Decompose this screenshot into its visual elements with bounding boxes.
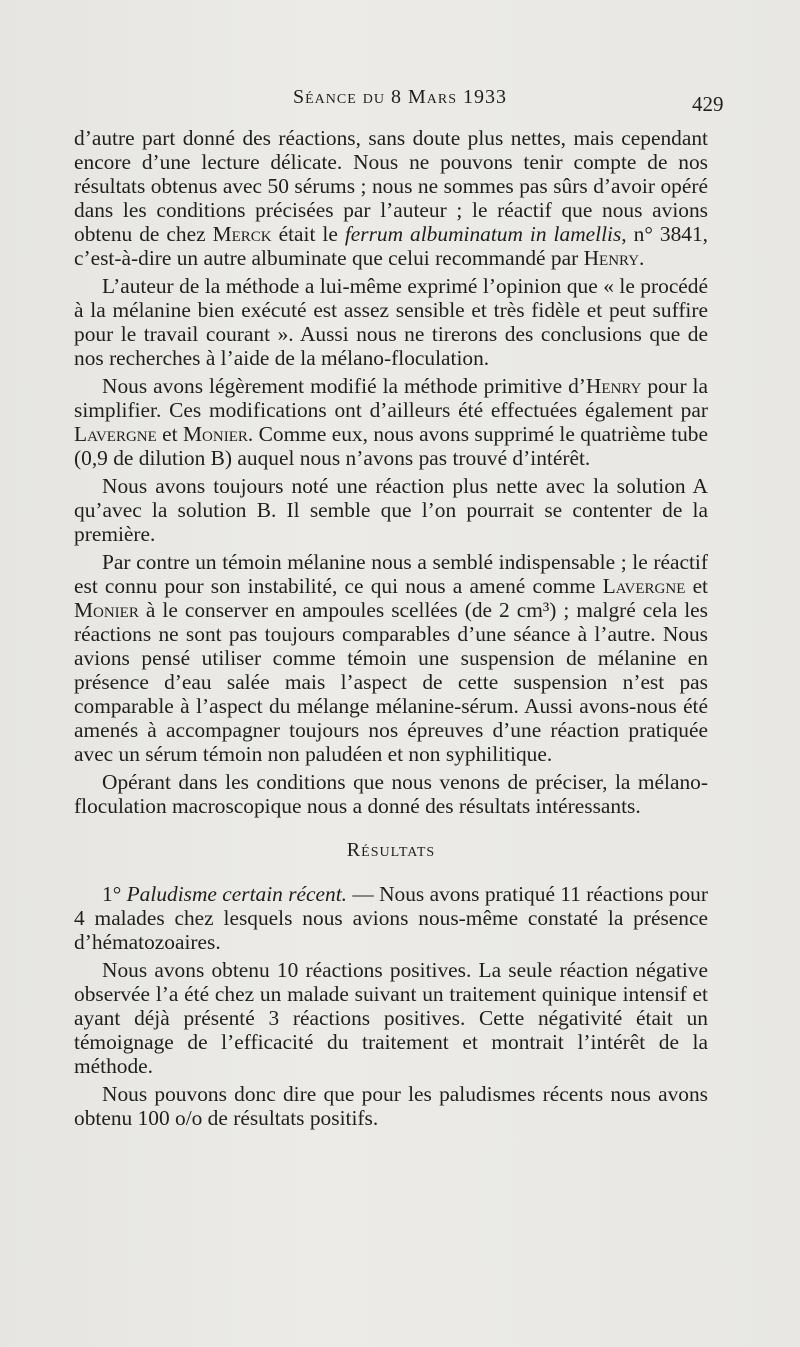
paragraph-2: L’auteur de la méthode a lui-même exprimé l’opinion que « le procédé à la mélanine bien exécuté est assez sensible et très fidèle et peut suffire pour le travail courant ». Aussi nous ne tirerons des conclusions que de nos recherches à l’aide de la mélano-floculation. — [74, 274, 708, 370]
paragraph-4: Nous avons toujours noté une réaction plus nette avec la solution A qu’avec la solution B. Il semble que l’on pourrait se contenter de la première. — [74, 474, 708, 546]
paragraph-5: Par contre un témoin mélanine nous a semblé indispensable ; le réactif est connu pour son instabilité, ce qui nous a amené comme Lavergne et Monier à le conserver en ampoules scellées (de 2 cm³) ; malgré cela les réactions ne sont pas toujours comparables d’une séance à l’autre. Nous avions pensé utiliser comme témoin une suspension de mélanine en présence d’eau salée mais l’aspect de cette suspension n’est pas comparable à l’aspect du mélange mélanine-sérum. Aussi avons-nous été amenés à accompagner toujours nos épreuves d’une réaction pratiquée avec un sérum témoin non paludéen et non syphilitique. — [74, 550, 709, 766]
paragraph-8: Nous avons obtenu 10 réactions positives. La seule réaction négative observée l’a été chez un malade suivant un traitement quinique intensif et ayant déjà présenté 3 réactions positives. Cette négativité était un témoignage de l’efficacité du traitement et montrait l’intérêt de la méthode. — [74, 958, 708, 1078]
body-text — [74, 126, 708, 1134]
paragraph-9: Nous pouvons donc dire que pour les paludismes récents nous avons obtenu 100 o/o de résultats positifs. — [74, 1082, 708, 1130]
page-number: 429 — [692, 92, 724, 116]
paragraph-3: Nous avons légèrement modifié la méthode primitive d’Henry pour la simplifier. Ces modifications ont d’ailleurs été effectuées également par Lavergne et Monier. Comme eux, nous avons supprimé le quatrième tube (0,9 de dilution B) auquel nous n’avons pas trouvé d’intérêt. — [74, 374, 708, 470]
running-head: Séance du 8 Mars 1933 — [292, 86, 508, 108]
section-title: Résultats — [346, 839, 436, 861]
paragraph-7: 1° Paludisme certain récent. — Nous avons pratiqué 11 réactions pour 4 malades chez lesquels nous avions nous-même constaté la présence d’hématozoaires. — [74, 882, 708, 954]
paragraph-1: d’autre part donné des réactions, sans doute plus nettes, mais cependant encore d’une lecture délicate. Nous ne pouvons tenir compte de nos résultats obtenus avec 50 sérums ; nous ne sommes pas sûrs d’avoir opéré dans les conditions précisées par l’auteur ; le réactif que nous avions obtenu de chez Merck était le ferrum albuminatum in lamellis, n° 3841, c’est-à-dire un autre albuminate que celui recommandé par Henry. — [74, 126, 708, 270]
paragraph-6: Opérant dans les conditions que nous venons de préciser, la mélano-floculation macroscopique nous a donné des résultats intéressants. — [74, 770, 708, 818]
